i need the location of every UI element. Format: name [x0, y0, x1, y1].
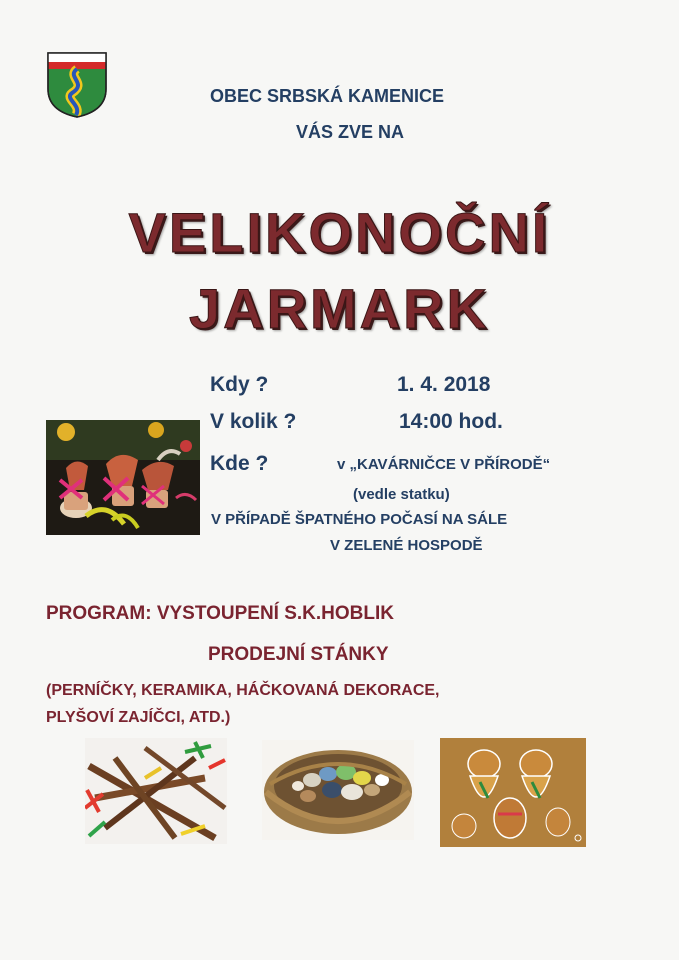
bad-weather-line2: V ZELENÉ HOSPODĚ [330, 537, 483, 554]
program-line3: (PERNÍČKY, KERAMIKA, HÁČKOVANÁ DEKORACE, [46, 682, 440, 699]
easter-whips-photo [85, 738, 227, 844]
organizer-name: OBEC SRBSKÁ KAMENICE [210, 86, 445, 106]
bad-weather-line1: V PŘÍPADĚ ŠPATNÉHO POČASÍ NA SÁLE [211, 511, 508, 528]
invitation-line: VÁS ZVE NA [296, 122, 405, 142]
easter-decoration-photo [46, 420, 200, 535]
where-value: v „KAVÁRNIČCE V PŘÍRODĚ“ [337, 456, 551, 473]
coat-of-arms [46, 51, 108, 119]
gingerbread-photo [440, 738, 586, 847]
egg-basket-photo [262, 740, 414, 840]
time-label: V kolik ? [210, 410, 297, 433]
where-note: (vedle statku) [353, 486, 450, 503]
time-value: 14:00 hod. [399, 410, 503, 433]
event-title-line2: JARMARK [189, 277, 490, 340]
program-line4: PLYŠOVÍ ZAJÍČCI, ATD.) [46, 709, 231, 726]
program-line1: PROGRAM: VYSTOUPENÍ S.K.HOBLIK [46, 603, 395, 624]
when-label: Kdy ? [210, 373, 269, 396]
program-line2: PRODEJNÍ STÁNKY [208, 644, 389, 665]
where-label: Kde ? [210, 452, 269, 475]
event-title-line1: VELIKONOČNÍ [128, 201, 551, 264]
when-value: 1. 4. 2018 [397, 373, 491, 396]
